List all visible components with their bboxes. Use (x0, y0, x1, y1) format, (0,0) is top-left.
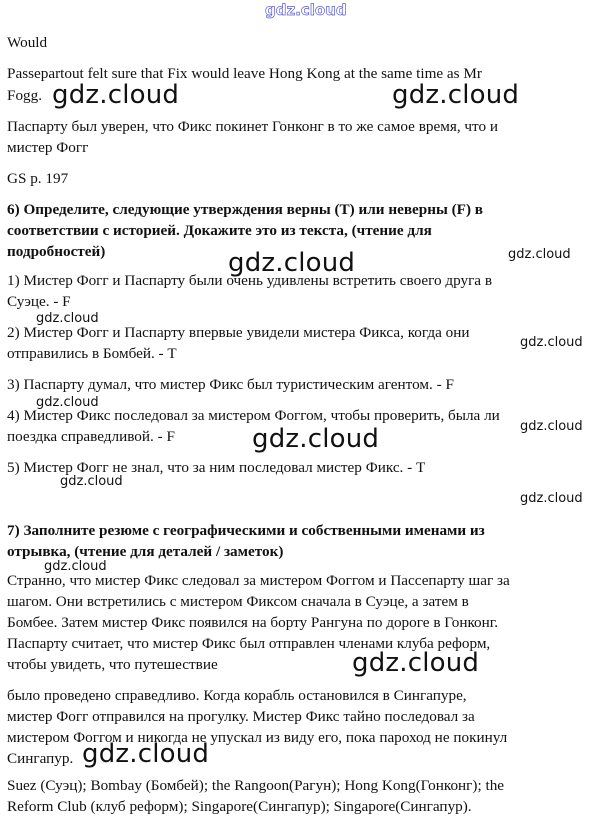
watermark: gdz.cloud (36, 311, 99, 326)
text-line: мистер Фогг отправился на прогулку. Мистер Фикс тайно последовал за (7, 708, 475, 725)
text-line: было проведено справедливо. Когда корабль остановился в Сингапуре, (7, 687, 467, 704)
list-item: 3) Паспарту думал, что мистер Фикс был туристическим агентом. - F (7, 376, 454, 393)
watermark: gdz.cloud (520, 491, 583, 506)
text-line: шагом. Они встретились с мистером Фиксом сначала в Суэце, а затем в (7, 593, 469, 610)
text-line: мистер Фогг (7, 139, 89, 156)
text-line: Passepartout felt sure that Fix would leave Hong Kong at the same time as Mr (7, 65, 482, 82)
watermark: gdz.cloud (228, 248, 356, 278)
text-line: Fogg. (7, 87, 43, 104)
watermark: gdz.cloud (52, 80, 180, 110)
watermark-top: gdz.cloud (265, 1, 347, 19)
watermark: gdz.cloud (520, 335, 583, 350)
watermark: gdz.cloud (82, 739, 210, 769)
watermark: gdz.cloud (508, 247, 571, 262)
task-heading: подробностей) (7, 243, 106, 260)
task-heading: отрывка, (чтение для деталей / заметок) (7, 543, 284, 560)
list-item: 1) Мистер Фогг и Паспарту были очень удивлены встретить своего друга в (7, 272, 493, 289)
text-line: GS p. 197 (7, 170, 69, 187)
text-line: чтобы увидеть, что путешествие (7, 656, 218, 673)
watermark: gdz.cloud (352, 648, 480, 678)
task-heading: 7) Заполните резюме с географическими и собственными именами из (7, 522, 485, 539)
watermark: gdz.cloud (252, 424, 380, 454)
watermark: gdz.cloud (60, 474, 123, 489)
text-line: Странно, что мистер Фикс следовал за мистером Фоггом и Пассепарту шаг за (7, 572, 510, 589)
text-line: Бомбее. Затем мистер Фикс появился на борту Рангуна по дороге в Гонконг. (7, 614, 499, 631)
task-heading: 6) Определите, следующие утверждения верны (T) или неверны (F) в (7, 201, 484, 218)
list-item: 2) Мистер Фогг и Паспарту впервые увидели мистера Фикса, когда они (7, 324, 470, 341)
text-line: Сингапур. (7, 750, 74, 767)
text-line: Паспарту был уверен, что Фикс покинет Гонконг в то же самое время, что и (7, 118, 499, 135)
text-line: Паспарту считает, что мистер Фикс был отправлен членами клуба реформ, (7, 635, 491, 652)
list-item: Суэце. - F (7, 293, 71, 310)
text-line: Reform Club (клуб реформ); Singapore(Сингапур); Singapore(Сингапур). (7, 798, 472, 815)
list-item: 4) Мистер Фикс последовал за мистером Фоггом, чтобы проверить, была ли (7, 407, 500, 424)
text-line: мистером Фоггом и никогда не упускал из виду его, пока пароход не покинул (7, 729, 508, 746)
watermark: gdz.cloud (520, 419, 583, 434)
watermark: gdz.cloud (44, 559, 107, 574)
list-item: 5) Мистер Фогг не знал, что за ним последовал мистер Фикс. - T (7, 459, 426, 476)
watermark: gdz.cloud (36, 395, 99, 410)
watermark: gdz.cloud (392, 80, 520, 110)
list-item: отправились в Бомбей. - T (7, 345, 177, 362)
list-item: поездка справедливой. - F (7, 428, 175, 445)
task-heading: соответствии с историей. Докажите это из текста, (чтение для (7, 222, 432, 239)
text-line: Suez (Суэц); Bombay (Бомбей); the Rangoon(Рагун); Hong Kong(Гонконг); the (7, 777, 505, 794)
text-line: Would (7, 34, 48, 51)
